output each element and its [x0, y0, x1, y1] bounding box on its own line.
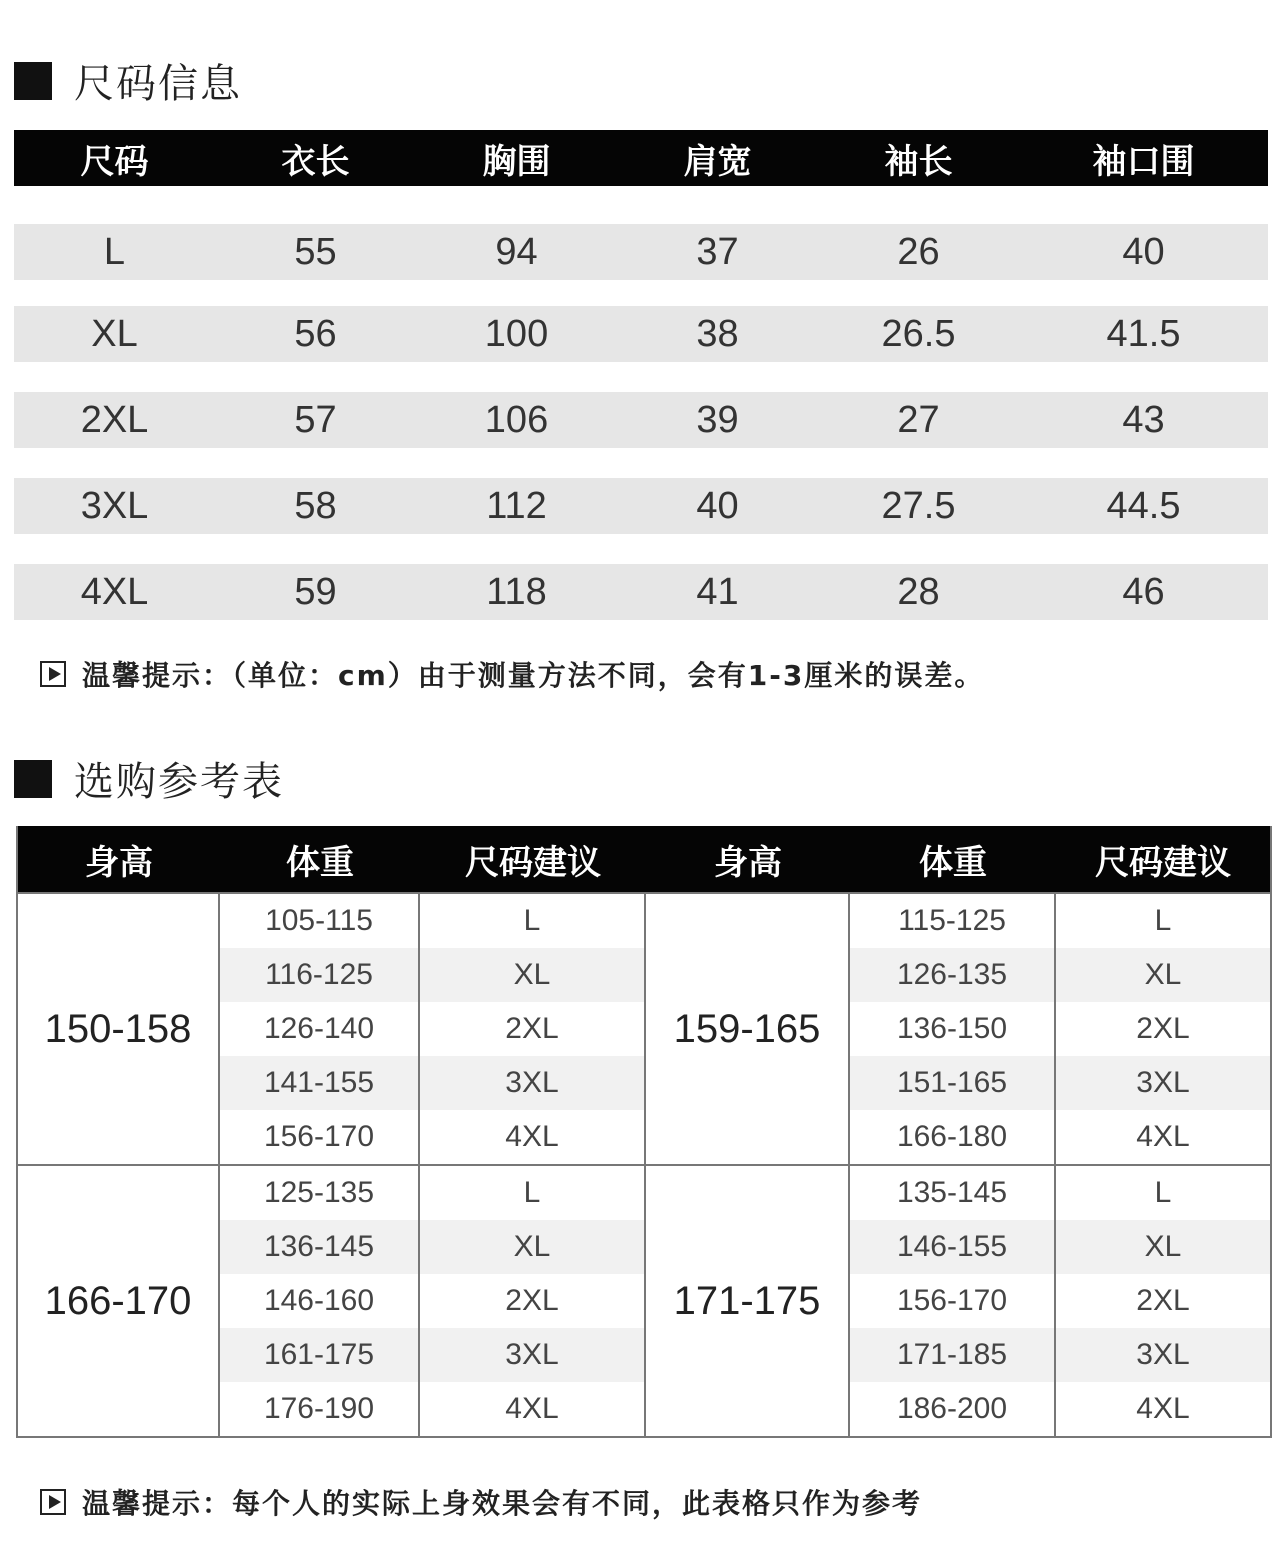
chest-cell: 106	[484, 398, 549, 441]
chest-cell: 94	[495, 230, 538, 273]
sleeve-cell: 26.5	[881, 312, 956, 355]
header-weight: 体重	[919, 842, 987, 883]
size-advice-column	[420, 894, 646, 1164]
weight-cell: 146-155	[850, 1220, 1054, 1274]
buying-guide-title	[14, 750, 284, 807]
size-advice-column	[1056, 1166, 1270, 1436]
sleeve-cell: 26	[897, 230, 940, 273]
weight-cell: 135-145	[896, 1176, 1008, 1209]
size-row	[14, 306, 1268, 362]
cuff-cell: 41.5	[1106, 312, 1181, 355]
size-info-title-text: 尺码信息	[74, 61, 242, 107]
sleeve-cell: 27.5	[881, 484, 956, 527]
weight-cell: 166-180	[896, 1120, 1008, 1153]
size-advice-column	[420, 1166, 646, 1436]
guide-block	[18, 892, 1270, 1164]
square-bullet-icon	[14, 62, 52, 100]
size-cell: 3XL	[80, 484, 149, 527]
size-tip	[40, 654, 984, 694]
size-advice-cell: 4XL	[1136, 1120, 1190, 1153]
size-row	[14, 478, 1268, 534]
size-advice-cell: L	[523, 904, 541, 937]
length-cell: 56	[294, 312, 337, 355]
weight-cell: 116-125	[220, 948, 418, 1002]
header-shoulder: 肩宽	[683, 141, 752, 182]
guide-block	[18, 1164, 1270, 1436]
sleeve-cell: 27	[897, 398, 940, 441]
shoulder-cell: 39	[696, 398, 739, 441]
weight-cell: 176-190	[263, 1392, 375, 1425]
size-advice-cell: XL	[1056, 1220, 1270, 1274]
header-cuff: 袖口围	[1092, 141, 1195, 182]
size-cell: XL	[91, 312, 138, 355]
weight-column	[220, 1166, 420, 1436]
play-icon	[40, 661, 66, 687]
weight-cell: 105-115	[265, 904, 373, 937]
header-sleeve: 袖长	[884, 141, 953, 182]
weight-cell: 126-135	[850, 948, 1054, 1002]
play-icon	[40, 1489, 66, 1515]
weight-cell: 186-200	[896, 1392, 1008, 1425]
chest-cell: 118	[486, 570, 547, 613]
size-advice-cell: L	[1154, 1176, 1172, 1209]
length-cell: 57	[294, 398, 337, 441]
size-advice-cell: 4XL	[505, 1392, 559, 1425]
weight-cell: 126-140	[263, 1012, 375, 1045]
size-row	[14, 564, 1268, 620]
guide-table-header	[18, 826, 1270, 892]
header-height: 身高	[714, 842, 782, 883]
size-advice-cell: 4XL	[1136, 1392, 1190, 1425]
weight-cell: 115-125	[898, 904, 1006, 937]
size-cell: 2XL	[80, 398, 149, 441]
size-advice-cell: 2XL	[505, 1012, 559, 1045]
size-advice-cell: XL	[1056, 948, 1270, 1002]
chest-cell: 112	[486, 484, 547, 527]
weight-cell: 125-135	[263, 1176, 375, 1209]
sleeve-cell: 28	[897, 570, 940, 613]
shoulder-cell: 37	[696, 230, 739, 273]
cuff-cell: 44.5	[1106, 484, 1181, 527]
guide-tip	[40, 1482, 922, 1522]
shoulder-cell: 41	[696, 570, 739, 613]
guide-tip-text: 温馨提示：每个人的实际上身效果会有不同，此表格只作为参考	[82, 1487, 923, 1520]
weight-cell: 156-170	[896, 1284, 1008, 1317]
shoulder-cell: 40	[696, 484, 739, 527]
cuff-cell: 40	[1122, 230, 1165, 273]
size-advice-column	[1056, 894, 1270, 1164]
weight-column	[850, 894, 1056, 1164]
header-size-advice: 尺码建议	[465, 842, 601, 883]
header-size: 尺码	[80, 141, 149, 182]
height-range: 166-170	[18, 1166, 220, 1436]
weight-column	[220, 894, 420, 1164]
weight-column	[850, 1166, 1056, 1436]
header-length: 衣长	[281, 141, 350, 182]
weight-cell: 151-165	[850, 1056, 1054, 1110]
size-advice-cell: L	[523, 1176, 541, 1209]
length-cell: 55	[294, 230, 337, 273]
height-range: 150-158	[18, 894, 220, 1164]
header-size-advice: 尺码建议	[1095, 842, 1231, 883]
header-weight: 体重	[286, 842, 354, 883]
weight-cell: 141-155	[220, 1056, 418, 1110]
chest-cell: 100	[484, 312, 549, 355]
cuff-cell: 43	[1122, 398, 1165, 441]
height-range: 159-165	[646, 894, 850, 1164]
weight-cell: 136-145	[220, 1220, 418, 1274]
header-height: 身高	[85, 842, 153, 883]
weight-cell: 171-185	[850, 1328, 1054, 1382]
size-info-title	[14, 52, 242, 109]
size-advice-cell: XL	[420, 1220, 644, 1274]
buying-guide-title-text: 选购参考表	[74, 759, 284, 805]
length-cell: 58	[294, 484, 337, 527]
size-advice-cell: 2XL	[1136, 1012, 1190, 1045]
square-bullet-icon	[14, 760, 52, 798]
size-advice-cell: 3XL	[420, 1328, 644, 1382]
size-row	[14, 392, 1268, 448]
size-advice-cell: 3XL	[1056, 1328, 1270, 1382]
size-advice-cell: 2XL	[1136, 1284, 1190, 1317]
header-chest: 胸围	[482, 141, 551, 182]
size-advice-cell: 3XL	[1056, 1056, 1270, 1110]
size-advice-cell: XL	[420, 948, 644, 1002]
buying-guide-table	[16, 826, 1272, 1438]
weight-cell: 146-160	[263, 1284, 375, 1317]
size-cell: L	[103, 230, 126, 273]
weight-cell: 136-150	[896, 1012, 1008, 1045]
shoulder-cell: 38	[696, 312, 739, 355]
weight-cell: 161-175	[220, 1328, 418, 1382]
length-cell: 59	[294, 570, 337, 613]
height-range: 171-175	[646, 1166, 850, 1436]
size-cell: 4XL	[80, 570, 149, 613]
cuff-cell: 46	[1122, 570, 1165, 613]
size-table-header	[14, 130, 1268, 186]
size-advice-cell: 2XL	[505, 1284, 559, 1317]
size-advice-cell: 3XL	[420, 1056, 644, 1110]
size-tip-text: 温馨提示：（单位：cm）由于测量方法不同，会有1-3厘米的误差。	[82, 659, 985, 692]
size-advice-cell: 4XL	[505, 1120, 559, 1153]
size-advice-cell: L	[1154, 904, 1172, 937]
size-row	[14, 224, 1268, 280]
weight-cell: 156-170	[263, 1120, 375, 1153]
